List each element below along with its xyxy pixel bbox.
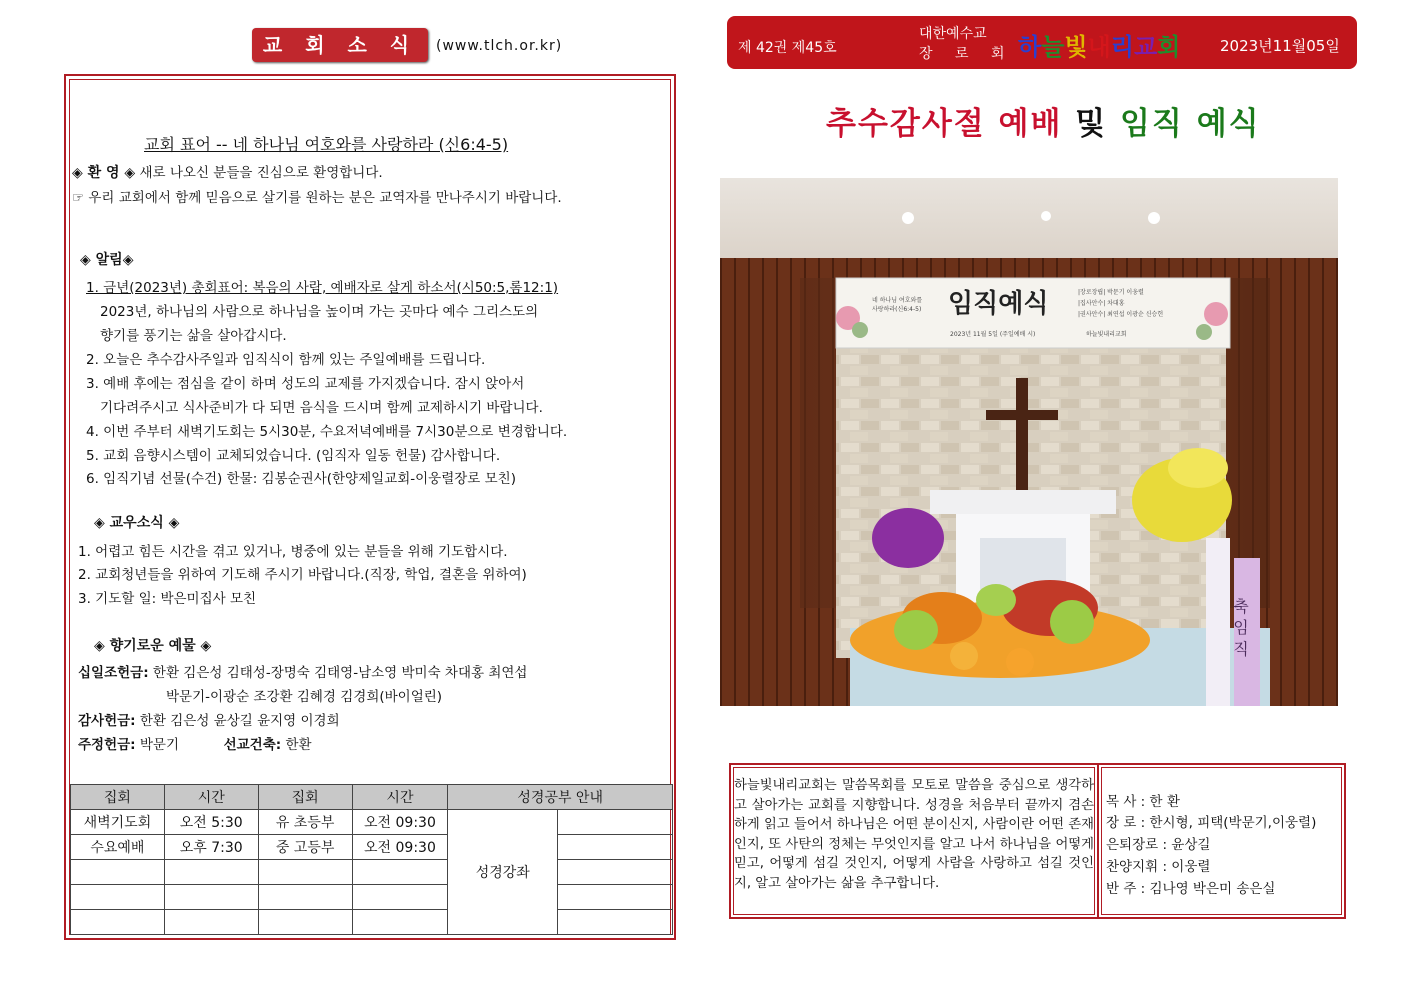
table-row xyxy=(71,910,673,935)
welcome-title: ◈ 환 영 ◈ xyxy=(72,165,136,181)
table-row xyxy=(71,860,673,885)
title-part: 예배 xyxy=(998,106,1063,142)
table-cell xyxy=(558,835,673,860)
church-name-char: 하 xyxy=(1018,33,1042,61)
notice-line: 3. 예배 후에는 점심을 같이 하며 성도의 교제를 가지겠습니다. 잠시 앉아서 xyxy=(86,376,525,392)
table-row xyxy=(71,835,673,860)
staff-elders: 장 로 : 한시형, 피택(박문기,이웅렬) xyxy=(1106,815,1317,831)
ribbon-text: 축 임 직 xyxy=(1230,598,1250,657)
table-cell: 수요예배 xyxy=(71,835,165,860)
sunday-mission-line xyxy=(78,733,312,753)
table-cell: 새벽기도회 xyxy=(71,810,165,835)
notice-line: 4. 이번 주부터 새벽기도회는 5시30분, 수요저녁예배를 7시30분으로 변경합니다. xyxy=(86,424,568,440)
notice-line: 기다려주시고 식사준비가 다 되면 음식을 드시며 함께 교제하시기 바랍니다. xyxy=(100,400,543,416)
table-cell: 중 고등부 xyxy=(258,835,352,860)
ceremony-photo xyxy=(720,178,1338,706)
table-cell: 유 초등부 xyxy=(258,810,352,835)
main-title xyxy=(826,98,1261,143)
title-part: 추수감사절 xyxy=(826,106,986,142)
table-cell xyxy=(558,810,673,835)
notice-line: 5. 교회 음향시스템이 교체되었습니다. (임직자 일동 헌물) 감사합니다. xyxy=(86,448,501,464)
banner-right-line-2: |집사안수| 차대홍 xyxy=(1078,300,1125,307)
tithe-names: 한환 김은성 김태성-장명숙 김태영-남소영 박미숙 차대홍 최연섭 xyxy=(152,665,528,681)
notice-line: 2023년, 하나님의 사람으로 하나님을 높이며 가는 곳마다 예수 그리스도의 xyxy=(100,304,539,320)
bulletin-date: 2023년11월05일 xyxy=(1220,37,1340,55)
notice-line: 2. 오늘은 추수감사주일과 임직식이 함께 있는 주일예배를 드립니다. xyxy=(86,352,486,368)
table-header: 시간 xyxy=(164,785,258,810)
tithe-line xyxy=(78,661,527,681)
table-cell: 오전 5:30 xyxy=(164,810,258,835)
denomination-line-2: 장 로 회 xyxy=(919,46,1014,62)
schedule-table xyxy=(70,784,673,935)
table-header: 집회 xyxy=(258,785,352,810)
bible-study-cell: 성경강좌 xyxy=(448,810,558,935)
church-introduction: 하늘빛내리교회는 말씀목회를 모토로 말씀을 중심으로 생각하고 살아가는 교회를 지향합니다. 성경을 처음부터 끝까지 겸손하게 읽고 들어서 하나님은 어떤 분이신지, 사람이란 어떤 존재인지, 또 사탄의 정체는 무엇인지를 알고 나서 하나님을 어떻게 믿고, 어떻게 섬길 것인지, 어떻게 사람을 사랑하고 섬길 것인지, 알고 살아가는 삶을 추구합니다. xyxy=(734,778,1094,891)
welcome-guide: ☞ 우리 교회에서 함께 믿음으로 살기를 원하는 분은 교역자를 만나주시기 바랍니다. xyxy=(72,190,562,206)
church-name-char: 내 xyxy=(1087,33,1111,61)
table-row xyxy=(71,885,673,910)
church-name-char: 늘 xyxy=(1041,33,1065,61)
title-part: 및 xyxy=(1075,106,1108,142)
welcome-text: 새로 나오신 분들을 진심으로 환영합니다. xyxy=(139,165,383,181)
tithe-label: 십일조헌금: xyxy=(78,665,149,681)
church-name-char: 리 xyxy=(1110,33,1134,61)
members-line: 1. 어렵고 힘든 시간을 겪고 있거나, 병중에 있는 분들을 위해 기도합시다. xyxy=(78,544,508,560)
staff-pastor: 목 사 : 한 환 xyxy=(1106,794,1180,810)
church-name-char: 빛 xyxy=(1064,33,1088,61)
table-cell: 오전 09:30 xyxy=(352,835,448,860)
table-header-row xyxy=(71,785,673,810)
church-name-char: 회 xyxy=(1157,33,1181,61)
welcome-line xyxy=(72,161,383,182)
title-part: 임직 xyxy=(1119,106,1184,142)
church-name-logo xyxy=(1018,27,1180,62)
members-title: ◈ 교우소식 ◈ xyxy=(94,515,180,531)
table-header: 성경공부 안내 xyxy=(448,785,673,810)
table-cell: 오후 7:30 xyxy=(164,835,258,860)
title-part: 예식 xyxy=(1196,106,1261,142)
notice-line: 6. 임직기념 선물(수건) 한물: 김봉순권사(한양제일교회-이웅렬장로 모친) xyxy=(86,471,516,487)
thanks-label: 감사헌금: xyxy=(78,713,136,729)
sunday-names: 박문기 xyxy=(139,737,179,753)
staff-choir-director: 찬양지휘 : 이웅렬 xyxy=(1106,859,1211,875)
denomination-line-1: 대한예수교 xyxy=(919,26,987,42)
church-name-char: 교 xyxy=(1133,33,1158,61)
table-row xyxy=(71,810,673,835)
church-url[interactable]: (www.tlch.or.kr) xyxy=(436,38,563,54)
volume-number: 제 42권 제45호 xyxy=(738,40,837,56)
thanks-line xyxy=(78,709,340,729)
tithe-names-2: 박문기-이광순 조강환 김혜경 김경희(바이얼린) xyxy=(166,689,443,705)
mission-names: 한환 xyxy=(285,737,312,753)
banner-left-line-2: 사랑하라(신6:4-5) xyxy=(872,306,922,313)
mission-label: 선교건축: xyxy=(223,737,282,753)
sunday-label: 주정헌금: xyxy=(78,737,136,753)
church-news-badge: 교 회 소 식 xyxy=(252,28,428,62)
banner-right-line-3: |권사안수| 최연섭 이광순 신승헌 xyxy=(1078,311,1164,318)
banner-bottom-date: 2023년 11월 5일 (주일예배 시) xyxy=(950,331,1036,338)
staff-accompanists: 반 주 : 김나영 박은미 송은실 xyxy=(1106,881,1276,897)
members-line: 2. 교회청년들을 위하여 기도해 주시기 바랍니다.(직장, 학업, 결혼을 위하여) xyxy=(78,567,527,583)
table-cell: 오전 09:30 xyxy=(352,810,448,835)
notices-title: ◈ 알림◈ xyxy=(80,252,134,268)
table-header: 집회 xyxy=(71,785,165,810)
notice-line xyxy=(86,276,558,296)
notice-text: 1. 금년(2023년) 총회표어: 복음의 사람, 예배자로 살게 하소서(시50:5,롬12:1) xyxy=(86,280,559,296)
church-motto: 교회 표어 -- 네 하나님 여호와를 사랑하라 (신6:4-5) xyxy=(144,135,509,154)
members-line: 3. 기도할 일: 박은미집사 모친 xyxy=(78,591,257,607)
thanks-names: 한환 김은성 윤상길 윤지영 이경희 xyxy=(139,713,340,729)
staff-retired-elder: 은퇴장로 : 윤상길 xyxy=(1106,837,1211,853)
banner-bottom-place: 하늘빛내리교회 xyxy=(1086,331,1127,338)
banner-heading: 임직예식 xyxy=(948,289,1049,319)
offerings-title: ◈ 향기로운 예물 ◈ xyxy=(94,638,212,654)
notice-line: 향기를 풍기는 삶을 살아갑시다. xyxy=(100,328,287,344)
table-header: 시간 xyxy=(352,785,448,810)
banner-right-line-1: |장로장립| 박문기 이웅렬 xyxy=(1078,289,1144,296)
banner-left-line-1: 네 하나님 여호와를 xyxy=(872,297,923,304)
